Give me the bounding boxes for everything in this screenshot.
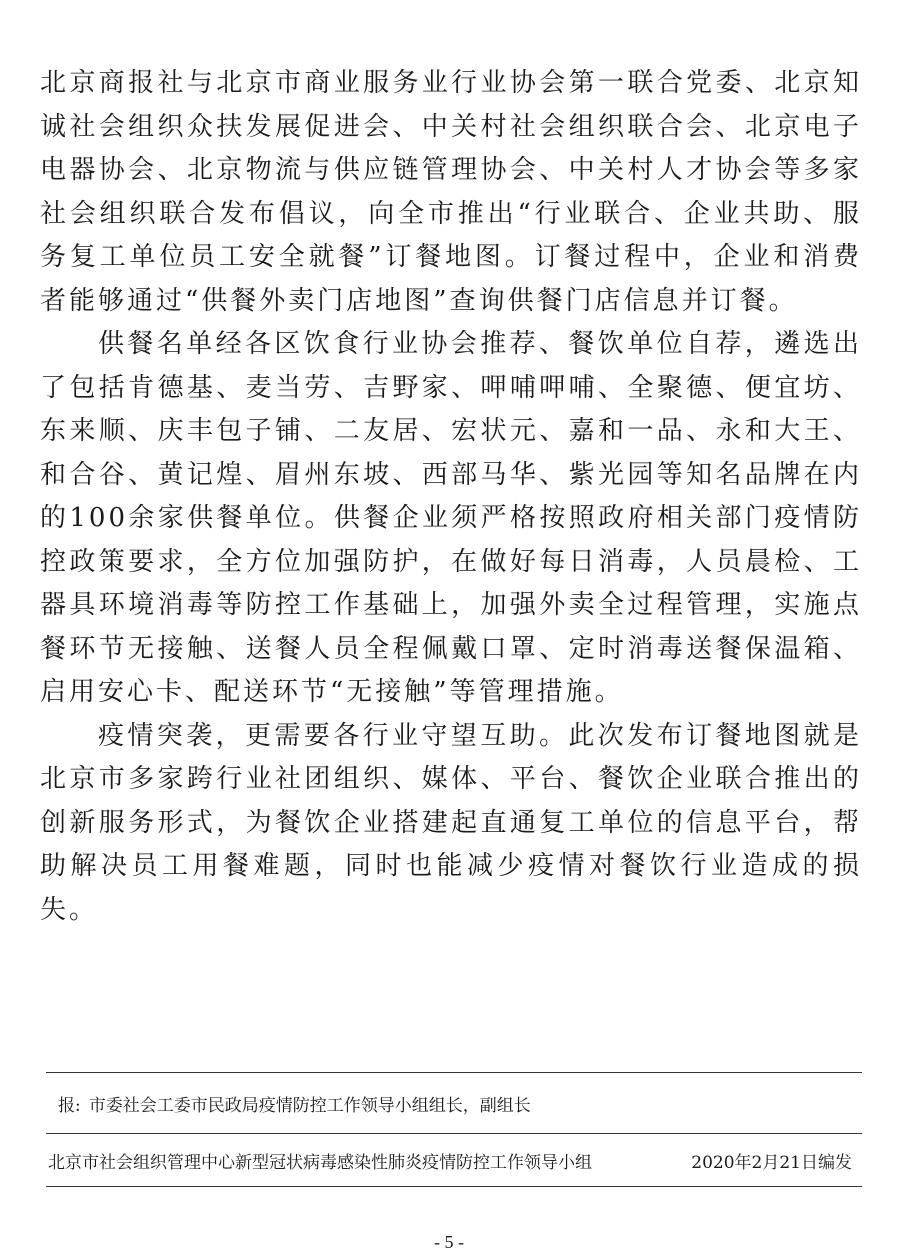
footer-bottom-rule [46, 1186, 862, 1187]
paragraph-conclusion: 疫情突袭，更需要各行业守望互助。此次发布订餐地图就是北京市多家跨行业社团组织、媒体、平台、餐饮企业联合推出的创新服务形式，为餐饮企业搭建起直通复工单位的信息平台，帮助解决员工用餐难题，同时也能减少疫情对餐饮行业造成的损失。 [40, 720, 862, 925]
paragraph-supplier-list: 供餐名单经各区饮食行业协会推荐、餐饮单位自荐，遴选出了包括肯德基、麦当劳、吉野家、呷哺呷哺、全聚德、便宜坊、东来顺、庆丰包子铺、二友居、宏状元、嘉和一品、永和大王、和合谷、黄记煌、眉州东坡、西部马华、紫光园等知名品牌在内的100余家供餐单位。供餐企业须严格按照政府相关部门疫情防控政策要求，全方位加强防护，在做好每日消毒，人员晨检、工器具环境消毒等防控工作基础上，加强外卖全过程管理，实施点餐环节无接触、送餐人员全程佩戴口罩、定时消毒送餐保温箱、启用安心卡、配送环节“无接触”等管理措施。 [40, 329, 862, 707]
report-label: 报: [58, 1095, 81, 1116]
article-body [40, 62, 862, 932]
issuer-line [46, 1134, 862, 1186]
document-footer [46, 1072, 862, 1187]
issue-date: 2020年2月21日编发 [691, 1152, 852, 1173]
page-number: - 5 - [434, 1232, 464, 1252]
issuer-name: 北京市社会组织管理中心新型冠状病毒感染性肺炎疫情防控工作领导小组 [48, 1152, 592, 1173]
report-recipients: 市委社会工委市民政局疫情防控工作领导小组组长，副组长 [88, 1095, 531, 1116]
report-to-line [46, 1073, 862, 1133]
paragraph-continuation: 北京商报社与北京市商业服务业行业协会第一联合党委、北京知诚社会组织众扶发展促进会、中关村社会组织联合会、北京电子电器协会、北京物流与供应链管理协会、中关村人才协会等多家社会组织联合发布倡议，向全市推出“行业联合、企业共助、服务复工单位员工安全就餐”订餐地图。订餐过程中，企业和消费者能够通过“供餐外卖门店地图”查询供餐门店信息并订餐。 [40, 68, 862, 316]
